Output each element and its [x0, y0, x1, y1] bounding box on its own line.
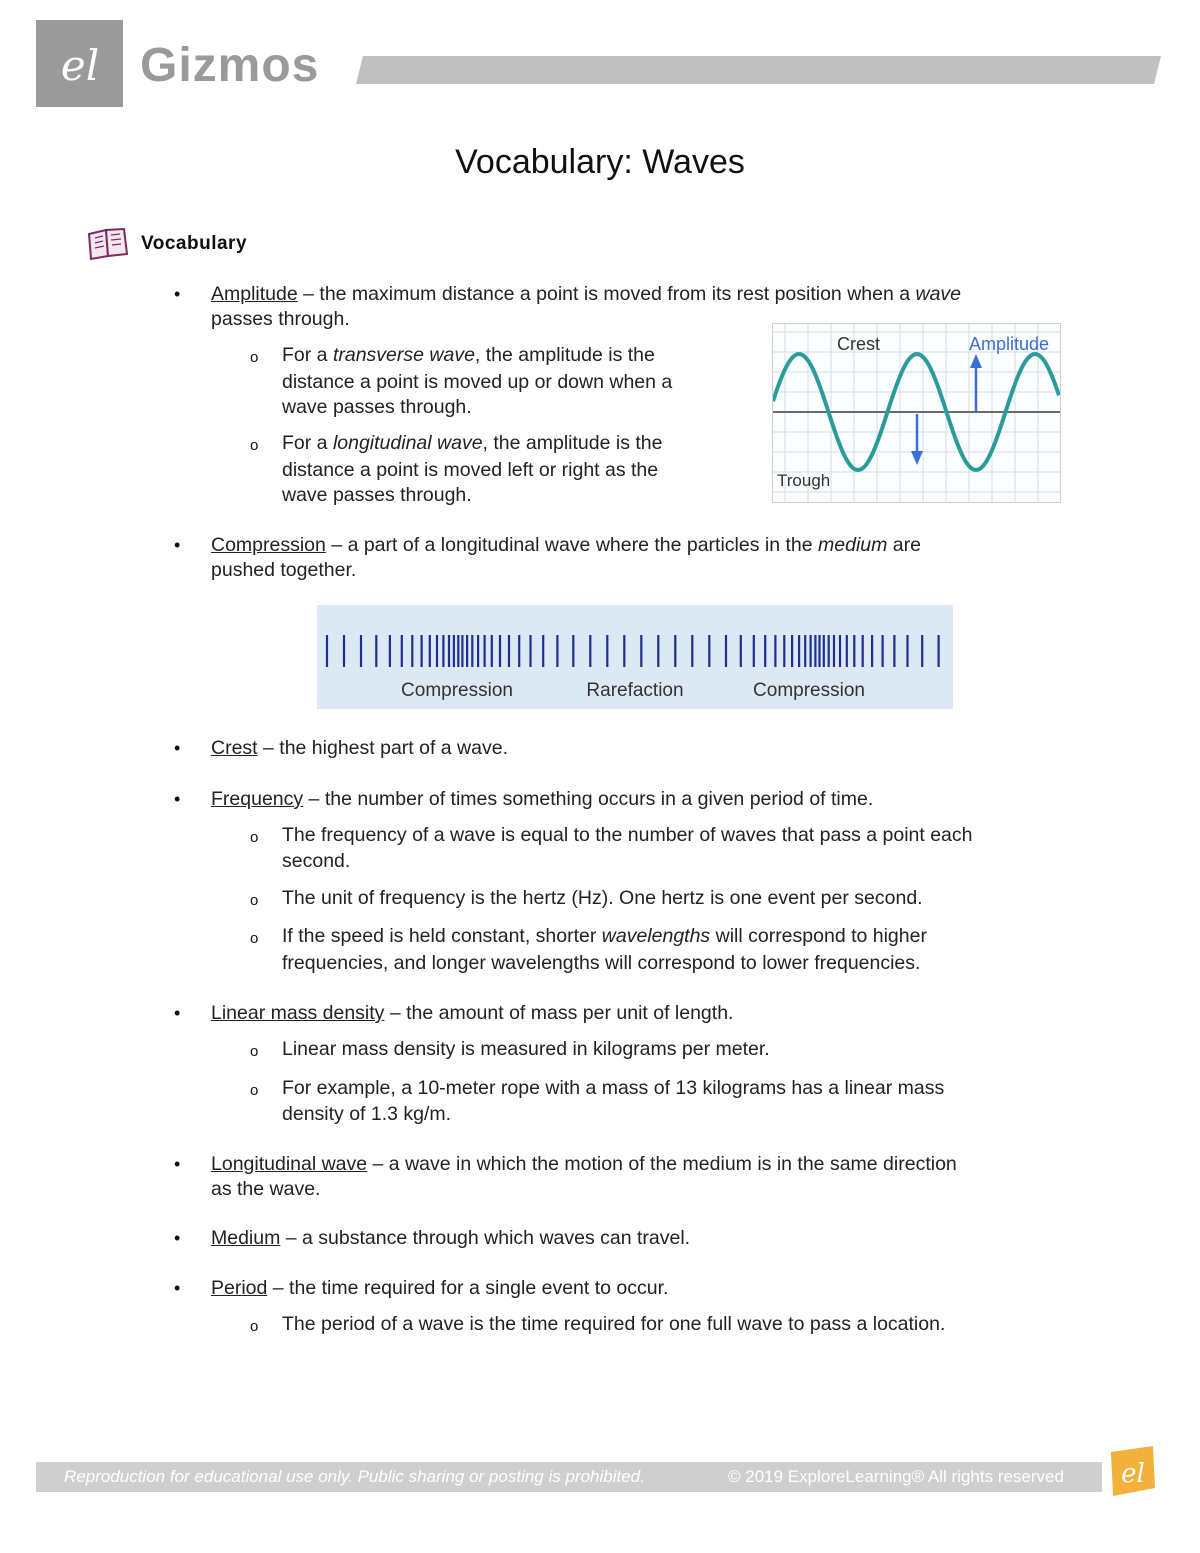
section-label: Vocabulary [141, 233, 248, 254]
compression-definition [211, 533, 921, 558]
sub-bullet: o [250, 1082, 259, 1099]
frequency-wavelength-note [282, 924, 927, 949]
trough-label: Trough [777, 471, 831, 490]
definition-text: – the time required for a single event to occur. [267, 1277, 669, 1299]
compression-label: Compression [401, 680, 513, 701]
term-period: Period [211, 1277, 268, 1299]
bullet: • [174, 1154, 181, 1174]
logo-mark: el [60, 41, 100, 90]
footer-logo [1103, 1442, 1159, 1500]
sub-bullet: o [250, 437, 259, 454]
term-linear-mass-density: Linear mass density [211, 1002, 385, 1024]
footer-usage-note: Reproduction for educational use only. Public sharing or posting is prohibited. [64, 1467, 645, 1486]
text-line: wave passes through. [282, 396, 472, 418]
medium-definition [211, 1226, 690, 1251]
definition-continued: pushed together. [211, 559, 357, 581]
definition-text: are [887, 534, 921, 556]
sub-bullet: o [250, 1043, 259, 1060]
amplitude-transverse [282, 343, 655, 368]
bullet: • [174, 284, 181, 304]
wave-diagram [773, 324, 1060, 502]
bullet: • [174, 789, 181, 809]
sub-bullet: o [250, 930, 259, 947]
footer-logo-mark: el [1121, 1459, 1145, 1489]
text: , the amplitude is the [482, 432, 663, 454]
compression-diagram [317, 605, 953, 709]
bullet: • [174, 1003, 181, 1023]
explorelearning-logo [36, 20, 123, 107]
bullet: • [174, 1228, 181, 1248]
text-line: For example, a 10-meter rope with a mass of 13 kilograms has a linear mass [282, 1077, 945, 1099]
trough-arrow [911, 414, 923, 465]
footer-copyright: © 2019 ExploreLearning® All rights reserved [728, 1467, 1064, 1486]
sub-bullet: o [250, 892, 259, 909]
text-line: The frequency of a wave is equal to the number of waves that pass a point each [282, 824, 973, 846]
text: For a [282, 344, 333, 366]
book-icon [86, 226, 130, 262]
italic-term: transverse wave [332, 344, 475, 366]
longitudinal-wave-definition [211, 1152, 957, 1177]
definition-continued: as the wave. [211, 1178, 321, 1200]
crest-label: Crest [837, 334, 881, 354]
italic-term: wave [915, 283, 962, 305]
text-line: second. [282, 850, 351, 872]
longitudinal-wave-figure [317, 605, 953, 709]
definition-continued: passes through. [211, 308, 350, 330]
text-line: density of 1.3 kg/m. [282, 1103, 452, 1125]
amplitude-longitudinal [282, 431, 662, 456]
el-logo-icon [36, 20, 123, 107]
sub-bullet: o [250, 349, 259, 366]
text-line: wave passes through. [282, 484, 472, 506]
amplitude-definition [211, 282, 961, 307]
italic-term: longitudinal wave [332, 432, 483, 454]
definition-text: – the highest part of a wave. [257, 737, 508, 759]
term-compression: Compression [211, 534, 326, 556]
term-longitudinal-wave: Longitudinal wave [211, 1153, 368, 1175]
definition-text: – a substance through which waves can travel. [280, 1227, 691, 1249]
page-title: Vocabulary: Waves [455, 143, 745, 181]
period-definition [211, 1276, 668, 1301]
frequency-definition [211, 787, 873, 812]
sub-bullet: o [250, 1318, 259, 1335]
definition-text: – a wave in which the motion of the medium is in the same direction [367, 1153, 957, 1175]
el-logo-icon [1103, 1442, 1159, 1500]
definition-text: – the amount of mass per unit of length. [384, 1002, 734, 1024]
text-line: The unit of frequency is the hertz (Hz). One hertz is one event per second. [282, 887, 923, 909]
linear-mass-density-definition [211, 1001, 733, 1026]
bullet: • [174, 738, 181, 758]
definition-text: – the maximum distance a point is moved from its rest position when a [297, 283, 916, 305]
text: will correspond to higher [710, 925, 927, 947]
bullet: • [174, 1278, 181, 1298]
term-crest: Crest [211, 737, 258, 759]
bullet: • [174, 535, 181, 555]
crest-definition [211, 736, 508, 761]
definition-text: – a part of a longitudinal wave where the particles in the [325, 534, 819, 556]
compression-label: Compression [753, 680, 865, 701]
text-line: The period of a wave is the time required for one full wave to pass a location. [282, 1313, 946, 1335]
sub-bullet: o [250, 829, 259, 846]
text-line: Linear mass density is measured in kilograms per meter. [282, 1038, 770, 1060]
italic-term: medium [818, 534, 888, 556]
header-bar [356, 56, 1161, 84]
text: For a [282, 432, 333, 454]
term-frequency: Frequency [211, 788, 304, 810]
term-medium: Medium [211, 1227, 281, 1249]
text: If the speed is held constant, shorter [282, 925, 602, 947]
term-amplitude: Amplitude [211, 283, 298, 305]
amplitude-arrow [970, 354, 982, 412]
text-line: frequencies, and longer wavelengths will correspond to lower frequencies. [282, 952, 921, 974]
section-heading [86, 226, 247, 262]
rarefaction-label: Rarefaction [586, 680, 684, 701]
definition-text: – the number of times something occurs in a given period of time. [303, 788, 874, 810]
particle-lines [327, 635, 939, 667]
text: , the amplitude is the [474, 344, 655, 366]
text-line: distance a point is moved left or right as the [282, 459, 659, 481]
brand-name: Gizmos [140, 39, 320, 92]
italic-term: wavelengths [601, 925, 711, 947]
text-line: distance a point is moved up or down when a [282, 371, 673, 393]
amplitude-label: Amplitude [969, 334, 1050, 354]
transverse-wave-figure [772, 323, 1061, 503]
